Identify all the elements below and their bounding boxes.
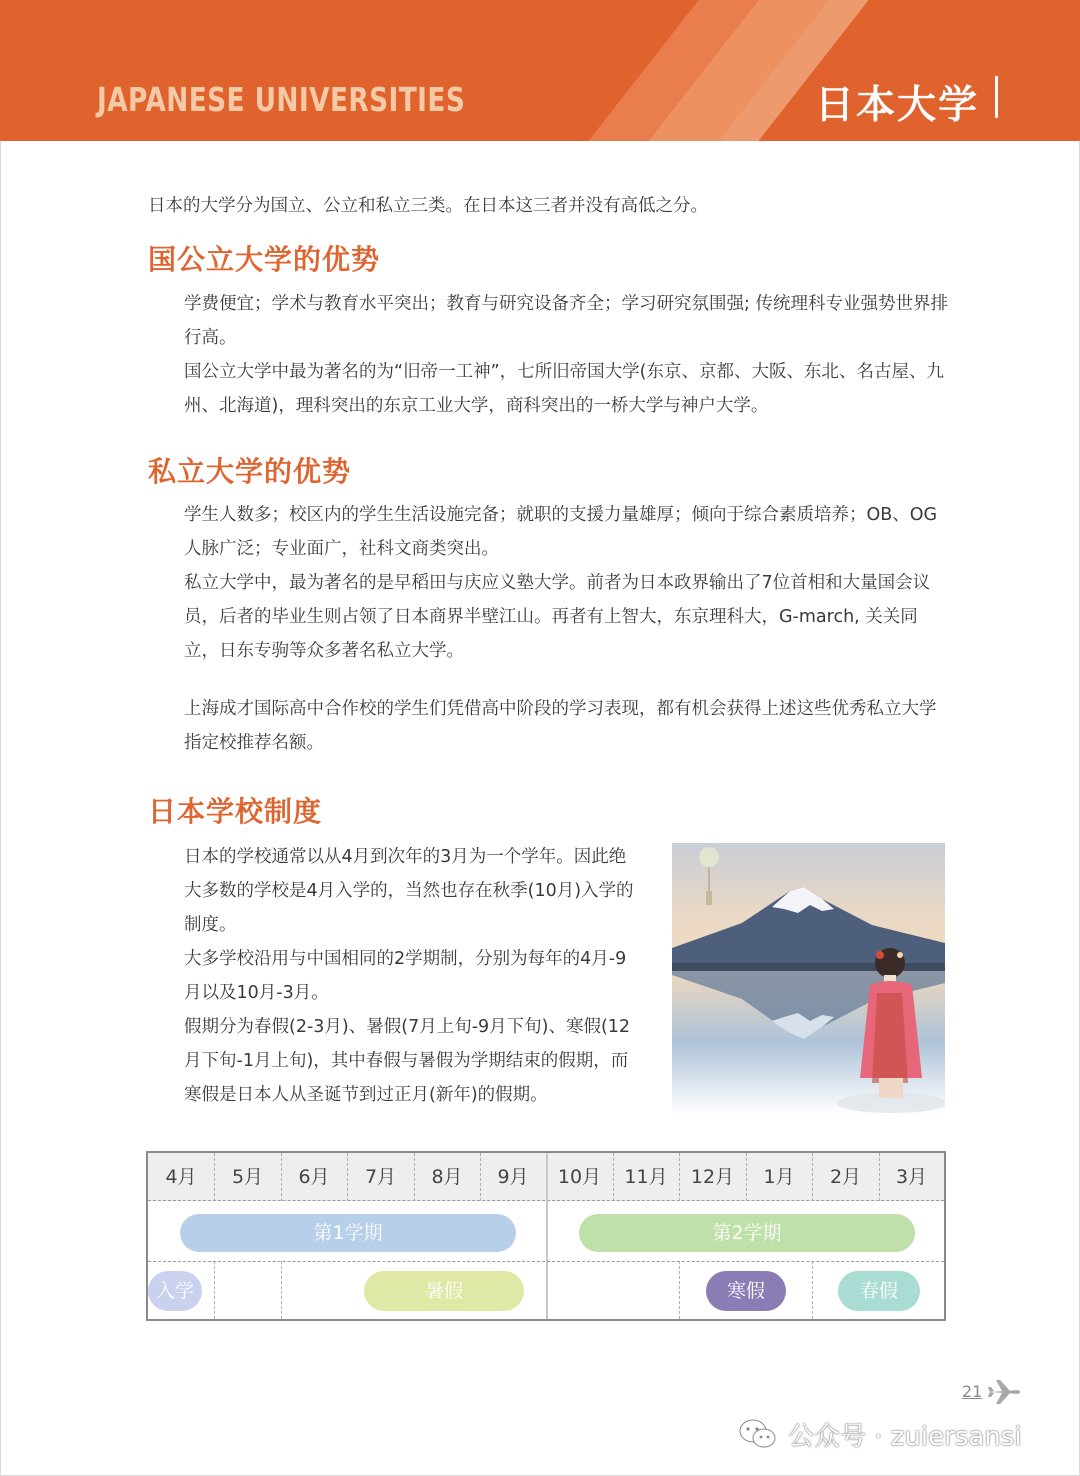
- watermark: [738, 1414, 1022, 1454]
- grid-line: [347, 1153, 348, 1201]
- semester-divider: [546, 1153, 548, 1319]
- paragraph: 国公立大学中最为著名的为“旧帝一工神”，七所旧帝国大学(东京、京都、大阪、东北、名古屋、九州、北海道)，理科突出的东京工业大学，商科突出的一桥大学与神户大学。: [184, 362, 944, 416]
- section-public-body: [148, 287, 948, 423]
- winter-break-badge: 寒假: [706, 1271, 786, 1311]
- header-divider: [995, 76, 998, 118]
- month-cell: 9月: [497, 1166, 529, 1188]
- grid-line: [879, 1153, 880, 1201]
- grid-line: [613, 1153, 614, 1201]
- grid-line: [480, 1153, 481, 1201]
- page-number: 21: [962, 1382, 983, 1401]
- page-header: [0, 0, 1080, 141]
- recommendation-text: [148, 692, 948, 760]
- grid-line: [746, 1153, 747, 1201]
- month-cell: 1月: [763, 1166, 795, 1188]
- month-cell: 11月: [624, 1166, 668, 1188]
- month-cell: 5月: [231, 1166, 264, 1188]
- month-cell: 3月: [895, 1166, 928, 1188]
- watermark-text: 公众号 · zuiersansi: [788, 1421, 1022, 1452]
- grid-line: [812, 1153, 813, 1201]
- enrollment-badge: 入学: [148, 1271, 202, 1311]
- grid-line: [679, 1261, 680, 1319]
- month-cell: 6月: [298, 1166, 330, 1188]
- month-cell: 12月: [690, 1166, 735, 1188]
- mount-fuji-illustration: [672, 843, 945, 1115]
- intro-text: 日本的大学分为国立、公立和私立三类。在日本这三者并没有高低之分。: [148, 196, 708, 216]
- grid-line: [214, 1153, 215, 1201]
- month-cell: 2月: [829, 1166, 862, 1188]
- section-title-school-system: 日本学校制度: [148, 795, 323, 828]
- paragraph: 学生人数多；校区内的学生生活设施完备；就职的支援力量雄厚；倾向于综合素质培养；OB、OG 人脉广泛；专业面广，社科文商类突出。: [184, 505, 938, 559]
- month-cell: 4月: [165, 1166, 197, 1188]
- header-chinese-title: 日本大学: [815, 83, 980, 128]
- section-private-body: [148, 498, 948, 668]
- paragraph: 私立大学中，最为著名的是早稻田与庆应义塾大学。前者为日本政界输出了7位首相和大量国会议员，后者的毕业生则占领了日本商界半壁江山。再者有上智大，东京理科大，G-march, 关关同立，日东专驹等众多著名私立大学。: [184, 573, 931, 661]
- paragraph: 日本的学校通常以从4月到次年的3月为一个学年。因此绝大多数的学校是4月入学的，当然也存在秋季(10月)入学的制度。: [184, 847, 634, 935]
- header-english-title: JAPANESE UNIVERSITIES: [97, 80, 466, 119]
- paragraph: 大多学校沿用与中国相同的2学期制，分别为每年的4月-9月以及10月-3月。: [184, 949, 627, 1003]
- grid-line: [281, 1261, 282, 1319]
- paragraph: 学费便宜；学术与教育水平突出；教育与研究设备齐全；学习研究氛围强; 传统理科专业强势世界排行高。: [184, 294, 948, 348]
- grid-line: [812, 1261, 813, 1319]
- section-title-private: 私立大学的优势: [148, 455, 352, 488]
- plane-icon: [986, 1378, 1022, 1406]
- month-cell: 8月: [431, 1166, 463, 1188]
- spring-break-badge: 春假: [838, 1271, 920, 1311]
- month-cell: 10月: [557, 1166, 602, 1188]
- wechat-icon: [738, 1417, 778, 1451]
- grid-line: [679, 1153, 680, 1201]
- term-1-bar: 第1学期: [180, 1214, 516, 1252]
- month-cell: 7月: [364, 1166, 397, 1188]
- grid-line: [214, 1261, 215, 1319]
- section-title-public: 国公立大学的优势: [148, 243, 381, 276]
- paragraph: 假期分为春假(2-3月)、暑假(7月上旬-9月下旬)、寒假(12月下旬-1月上旬)，其中春假与暑假为学期结束的假期，而寒假是日本人从圣诞节到过正月(新年)的假期。: [184, 1017, 631, 1105]
- school-year-schedule-table: [146, 1151, 946, 1321]
- section-school-system-body: [148, 840, 634, 1112]
- grid-line: [281, 1153, 282, 1201]
- term-2-bar: 第2学期: [579, 1214, 915, 1252]
- paragraph: 上海成才国际高中合作校的学生们凭借高中阶段的学习表现，都有机会获得上述这些优秀私立大学指定校推荐名额。: [184, 699, 937, 753]
- summer-break-bar: 暑假: [364, 1271, 524, 1311]
- grid-line: [414, 1153, 415, 1201]
- grid-line: [148, 1261, 944, 1262]
